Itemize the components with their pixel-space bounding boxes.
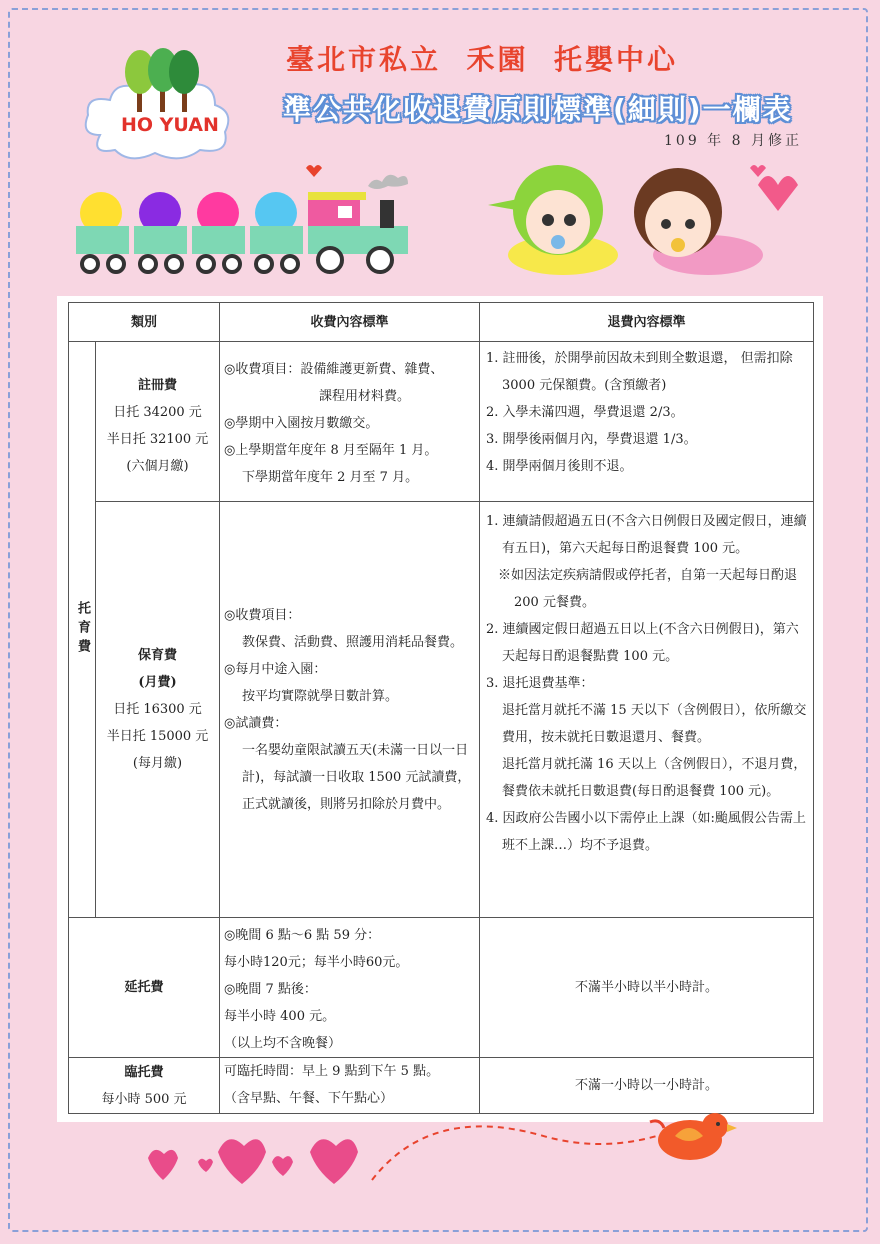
care-line: (月費) bbox=[138, 675, 177, 690]
hearts-decoration bbox=[140, 1130, 380, 1190]
group-label-cell bbox=[69, 342, 96, 918]
overtime-refund: 不滿半小時以半小時計。 bbox=[480, 918, 814, 1058]
refund-line: 3. 開學後兩個月內，學費退還 1/3。 bbox=[486, 432, 697, 447]
refund-line: 1. 連續請假超過五日(不含六日例假日及國定假日，連續有五日)，第六天起每日酌退餐費 100 元。 bbox=[486, 514, 807, 556]
fee-line: ◎試讀費： bbox=[224, 715, 288, 731]
registration-line: 半日托 32100 元 bbox=[106, 432, 209, 447]
fee-line: （以上均不含晚餐） bbox=[224, 1036, 342, 1051]
refund-line: 1. 註冊後，於開學前因故未到則全數退還， 但需扣除 3000 元保額費。(含預繳者) bbox=[486, 351, 793, 393]
table-row-registration bbox=[69, 342, 814, 502]
page-title: 臺北市私立 禾園 托嬰中心 bbox=[286, 43, 678, 76]
temporary-line: 每小時 500 元 bbox=[101, 1091, 187, 1107]
refund-line: 退托當月就托滿 16 天以上（含例假日），不退月費，餐費依未就托日數退費(每日酌退餐費 100 元)。 bbox=[502, 757, 807, 799]
fee-line: 可臨托時間：早上 9 點到下午 5 點。 bbox=[224, 1064, 440, 1079]
registration-line: 日托 34200 元 bbox=[113, 405, 202, 420]
bird-icon bbox=[645, 1100, 740, 1170]
temporary-name: 臨托費 bbox=[124, 1064, 164, 1080]
dashed-path-decoration bbox=[370, 1115, 670, 1185]
table-header-row bbox=[69, 303, 814, 342]
fee-line: 按平均實際就學日數計算。 bbox=[242, 688, 399, 704]
hoyuan-logo bbox=[80, 40, 240, 165]
fee-line: 課程用材料費。 bbox=[319, 389, 411, 404]
registration-fee bbox=[220, 342, 480, 502]
header-fee-standard: 收費內容標準 bbox=[220, 303, 480, 342]
refund-line: ※如因法定疾病請假或停托者，自第一天起每日酌退 200 元餐費。 bbox=[498, 568, 798, 610]
care-line: 日托 16300 元 bbox=[113, 702, 202, 717]
fee-line: 每小時120元；每半小時60元。 bbox=[224, 955, 409, 970]
registration-category bbox=[96, 342, 220, 502]
page-subtitle: 準公共化收退費原則標準(細則)一欄表 bbox=[283, 93, 793, 126]
fee-line: （含早點、午餐、下午點心） bbox=[224, 1091, 394, 1106]
refund-line: 退托當月就托不滿 15 天以下（含例假日），依所繳交費用，按未就托日數退還月、餐費。 bbox=[502, 703, 807, 745]
registration-name: 註冊費 bbox=[138, 378, 178, 393]
logo-text: HO YUAN bbox=[121, 114, 219, 136]
fee-table bbox=[68, 302, 814, 1114]
refund-line: 3. 退托退費基準： bbox=[486, 676, 594, 691]
fee-line: 一名嬰幼童限試讀五天(未滿一日以一日計)，每試讀一日收取 1500 元試讀費，正式就讀後，則將另扣除於月費中。 bbox=[242, 742, 471, 812]
registration-line: (六個月繳) bbox=[126, 459, 189, 474]
temporary-fee bbox=[220, 1058, 480, 1114]
fee-line: ◎晚間 7 點後： bbox=[224, 982, 317, 997]
refund-line: 2. 入學未滿四週，學費退還 2/3。 bbox=[486, 405, 684, 420]
fee-line: 每半小時 400 元。 bbox=[224, 1009, 336, 1024]
table-row-overtime bbox=[69, 918, 814, 1058]
header-category: 類別 bbox=[69, 303, 220, 342]
fee-line: ◎上學期當年度年 8 月至隔年 1 月。 bbox=[224, 443, 438, 458]
refund-line: 2. 連續國定假日超過五日以上(不含六日例假日)，第六天起每日酌退餐點費 100 元。 bbox=[486, 622, 799, 664]
care-line: (每月繳) bbox=[132, 756, 183, 771]
group-label: 托育費 bbox=[75, 601, 90, 658]
fee-line: ◎晚間 6 點～6 點 59 分： bbox=[224, 928, 381, 943]
refund-line: 4. 開學兩個月後則不退。 bbox=[486, 459, 633, 474]
fee-line: ◎每月中途入園： bbox=[224, 661, 327, 677]
revision-date: 109 年 8 月修正 bbox=[664, 133, 802, 149]
header-refund-standard: 退費內容標準 bbox=[480, 303, 814, 342]
refund-line: 4. 因政府公告國小以下需停止上課（如:颱風假公告需上班不上課…）均不予退費。 bbox=[486, 811, 806, 853]
care-line: 半日托 15000 元 bbox=[106, 729, 209, 744]
care-fee bbox=[220, 502, 480, 918]
temporary-refund: 不滿一小時以一小時計。 bbox=[480, 1058, 814, 1114]
registration-refund bbox=[480, 342, 814, 502]
fee-line: ◎學期中入園按月數繳交。 bbox=[224, 416, 379, 431]
care-name: 保育費 bbox=[138, 648, 178, 663]
babies-illustration bbox=[478, 150, 798, 280]
fee-line: ◎收費項目： bbox=[224, 607, 301, 623]
care-category bbox=[96, 502, 220, 918]
fee-line: ◎收費項目：設備維護更新費、雜費、 bbox=[224, 362, 444, 377]
overtime-category: 延托費 bbox=[69, 918, 220, 1058]
care-refund bbox=[480, 502, 814, 918]
temporary-category bbox=[69, 1058, 220, 1114]
train-illustration bbox=[68, 158, 418, 283]
fee-line: 教保費、活動費、照護用消耗品餐費。 bbox=[242, 634, 464, 650]
overtime-fee bbox=[220, 918, 480, 1058]
fee-line: 下學期當年度年 2 月至 7 月。 bbox=[242, 470, 419, 485]
table-row-care bbox=[69, 502, 814, 918]
